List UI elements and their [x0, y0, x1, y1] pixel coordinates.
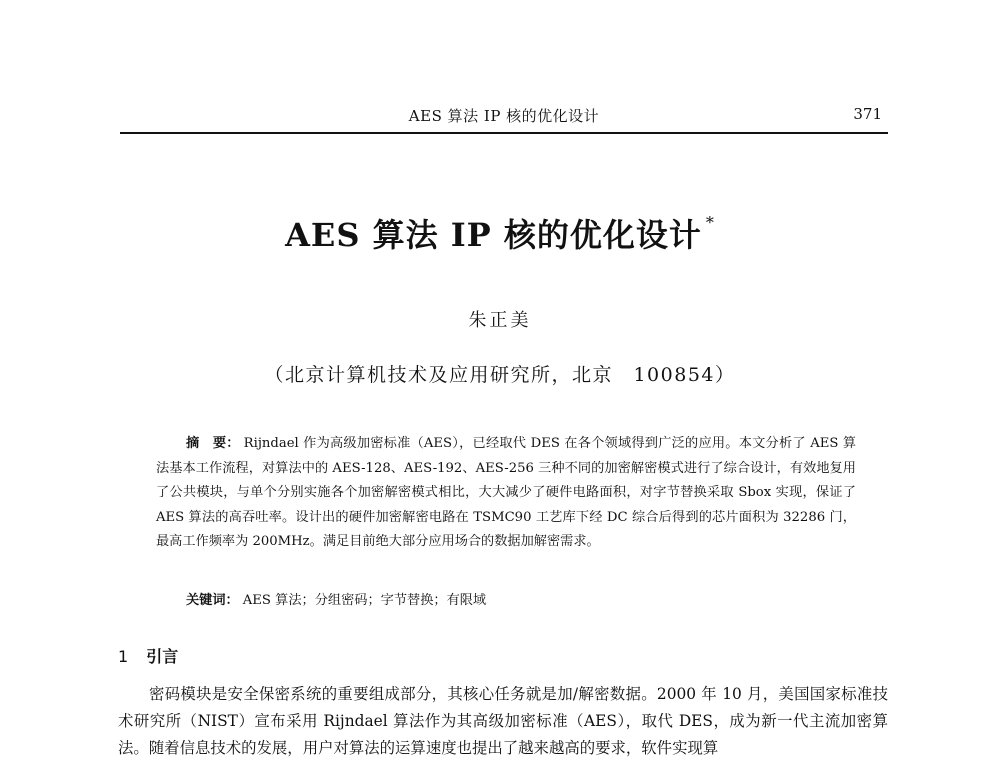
keywords-label: 关键词： — [186, 593, 239, 608]
body-paragraph: 密码模块是安全保密系统的重要组成部分，其核心任务就是加/解密数据。2000 年 10 月，美国国家标准技术研究所（NIST）宣布采用 Rijndael 算法作为其高级加密标准（AES），取代 DES，成为新一代主流加密算法。随着信息技术的发展，用户对算法的运算速度也提出了越来越高的要求，软件实现算 — [118, 685, 888, 757]
running-title: AES 算法 IP 核的优化设计 — [408, 107, 600, 125]
section-heading — [118, 644, 178, 667]
title-footnote-mark: * — [705, 213, 715, 232]
section-number: 1 — [118, 647, 129, 666]
running-header — [120, 100, 888, 134]
keywords — [186, 589, 866, 613]
author-name: 朱正美 — [468, 310, 532, 331]
abstract — [156, 432, 856, 555]
paper-title-block — [0, 210, 1000, 256]
abstract-label: 摘 要： — [186, 436, 240, 451]
section-title: 引言 — [146, 647, 179, 666]
author-affiliation: （北京计算机技术及应用研究所，北京 100854） — [264, 364, 736, 386]
keywords-text: AES 算法；分组密码；字节替换；有限域 — [242, 593, 487, 608]
paper-title: AES 算法 IP 核的优化设计 — [285, 216, 702, 254]
page-number: 371 — [853, 105, 882, 123]
abstract-text: Rijndael 作为高级加密标准（AES），已经取代 DES 在各个领域得到广泛的应用。本文分析了 AES 算法基本工作流程，对算法中的 AES-128、AES-192、AES-256 三种不同的加密解密模式进行了综合设计，有效地复用了公共模块，与单个分别实施各个加密解密模式相比，大大减少了硬件电路面积，对字节替换采取 Sbox 实现，保证了 AES 算法的高吞吐率。设计出的硬件加密解密电路在 TSMC90 工艺库下经 DC 综合后得到的芯片面积为 32286 门，最高工作频率为 200MHz。满足目前绝大部分应用场合的数据加解密需求。 — [156, 436, 857, 550]
